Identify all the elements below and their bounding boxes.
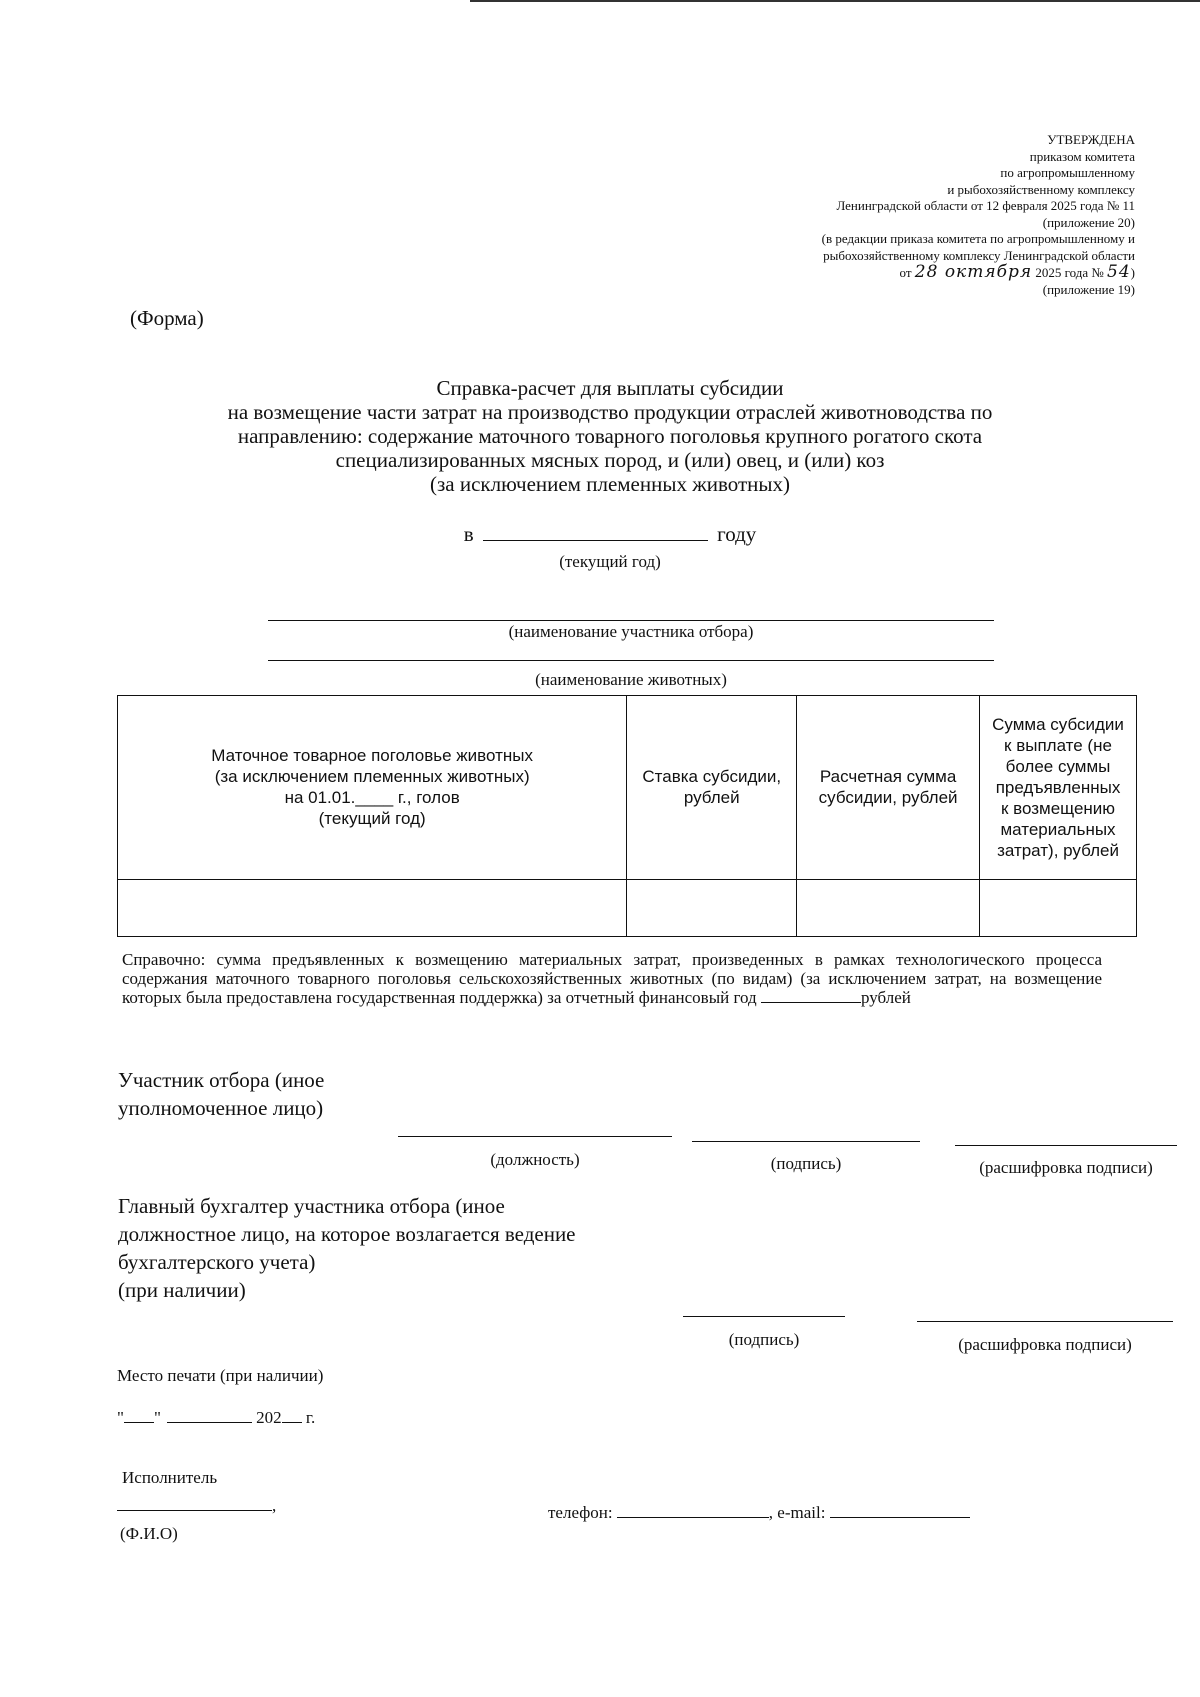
table-row — [118, 879, 1137, 936]
header-rate — [627, 696, 797, 880]
date-month-blank[interactable] — [167, 1410, 252, 1423]
email-label: , e-mail: — [768, 1503, 826, 1522]
accountant-decoding-line[interactable] — [917, 1321, 1173, 1322]
note-amount-blank[interactable] — [761, 988, 861, 1003]
approval-line: (приложение 19) — [1042, 281, 1135, 297]
date-year-blank[interactable] — [282, 1410, 302, 1423]
participant-position-line[interactable] — [398, 1136, 672, 1137]
participant-name-line[interactable] — [268, 620, 994, 621]
approval-line: (в редакции приказа комитета по агропромышленному и — [821, 231, 1135, 246]
subsidy-table — [117, 695, 1137, 937]
header-calculated-sum — [797, 696, 980, 880]
note-text: Справочно: сумма предъявленных к возмещению материальных затрат, произведенных в рамках технологического процесса содержания маточного товарного поголовья сельскохозяйственных животных (по видам) (за исключением затрат, на возмещение которых была предоставлена государственная поддержка) за отчетный финансовый год — [122, 950, 1102, 1007]
title-line: специализированных мясных пород, и (или) овец, и (или) коз — [335, 448, 885, 472]
date-quote: " — [153, 1408, 161, 1427]
header-text: Сумма субсидии — [992, 714, 1124, 734]
table-cell-payable-sum[interactable] — [980, 879, 1137, 936]
participant-decoding-caption: (расшифровка подписи) — [979, 1158, 1153, 1177]
approval-line: (приложение 20) — [1042, 214, 1135, 230]
stamp-label: Место печати (при наличии) — [117, 1366, 324, 1385]
header-text: (текущий год) — [318, 809, 426, 829]
title-line: (за исключением племенных животных) — [430, 472, 790, 496]
form-label: (Форма) — [130, 306, 204, 330]
accountant-signature-caption: (подпись) — [728, 1330, 800, 1349]
table-cell-rate[interactable] — [627, 879, 797, 936]
approval-year-label: 2025 года № — [1035, 265, 1104, 280]
year-blank[interactable] — [483, 522, 708, 541]
executor-contacts — [548, 1503, 970, 1523]
header-text: к выплате (не — [1004, 735, 1112, 755]
header-text: Расчетная сумма — [819, 767, 957, 787]
email-blank[interactable] — [830, 1503, 970, 1518]
date-year-prefix: 202 — [256, 1408, 282, 1427]
approval-line: рыбохозяйственному комплексу Ленинградской области — [823, 247, 1135, 263]
date-quote: " — [117, 1408, 124, 1427]
header-text: рублей — [683, 788, 740, 808]
date-field — [117, 1408, 315, 1428]
animals-name-caption: (наименование животных) — [535, 670, 727, 689]
approval-line: и рыбохозяйственному комплексу — [947, 181, 1135, 197]
block-title-line: уполномоченное лицо) — [118, 1096, 324, 1120]
year-caption: (текущий год) — [559, 552, 661, 571]
executor-fio-field — [117, 1496, 276, 1516]
header-payable-sum — [980, 696, 1137, 880]
participant-name-caption: (наименование участника отбора) — [508, 622, 754, 641]
approval-line: Ленинградской области от 12 февраля 2025 года № 11 — [836, 198, 1135, 213]
header-text: затрат), рублей — [997, 840, 1119, 860]
participant-decoding-line[interactable] — [955, 1145, 1177, 1146]
year-field — [150, 522, 1070, 547]
block-title-line: Главный бухгалтер участника отбора (иное — [118, 1194, 505, 1218]
phone-label: телефон: — [548, 1503, 613, 1522]
approval-line: УТВЕРЖДЕНА — [1047, 132, 1135, 147]
page-top-border — [470, 0, 1200, 2]
year-suffix: году — [717, 522, 757, 546]
block-title-line: должностное лицо, на которое возлагается ведение — [118, 1222, 576, 1246]
approval-line: по агропромышленному — [1000, 165, 1135, 180]
handwritten-number: 54 — [1107, 262, 1131, 282]
header-text: к возмещению — [1000, 798, 1116, 818]
approval-amendment-line — [615, 264, 1135, 282]
executor-fio-blank[interactable] — [117, 1496, 272, 1511]
approval-close-paren: ) — [1130, 265, 1135, 280]
participant-block-title — [118, 1066, 324, 1122]
approval-line: приказом комитета — [1029, 148, 1135, 164]
approval-from-label: от — [899, 265, 912, 280]
header-text: материальных — [1000, 819, 1116, 839]
title-line: Справка-расчет для выплаты субсидии — [436, 376, 784, 400]
block-title-line: Участник отбора (иное — [118, 1068, 325, 1092]
accountant-signature-line[interactable] — [683, 1316, 845, 1317]
header-text: Ставка субсидии, — [642, 767, 782, 787]
date-day-blank[interactable] — [124, 1410, 154, 1423]
title-line: направлению: содержание маточного товарного поголовья крупного рогатого скота — [237, 424, 983, 448]
header-text: (за исключением племенных животных) — [214, 767, 530, 787]
table-header-row — [118, 696, 1137, 880]
note-suffix: рублей — [860, 988, 911, 1007]
header-text: более суммы — [1005, 756, 1111, 776]
table-cell-livestock[interactable] — [118, 879, 627, 936]
block-title-line: бухгалтерского учета) — [118, 1250, 316, 1274]
handwritten-date: 28 октября — [914, 262, 1033, 282]
accountant-decoding-caption: (расшифровка подписи) — [958, 1335, 1132, 1354]
participant-signature-line[interactable] — [692, 1141, 920, 1142]
accountant-block-title — [118, 1192, 576, 1304]
document-title — [150, 376, 1070, 496]
executor-comma: , — [272, 1496, 277, 1515]
participant-position-caption: (должность) — [490, 1150, 580, 1169]
header-text: субсидии, рублей — [818, 788, 958, 808]
executor-title: Исполнитель — [122, 1468, 218, 1487]
participant-signature-caption: (подпись) — [770, 1154, 842, 1173]
reference-note — [122, 950, 1102, 1007]
header-livestock — [118, 696, 627, 880]
phone-blank[interactable] — [617, 1503, 769, 1518]
year-prefix: в — [463, 522, 474, 546]
executor-fio-caption: (Ф.И.О) — [120, 1524, 178, 1543]
block-title-line: (при наличии) — [118, 1278, 246, 1302]
date-year-suffix: г. — [305, 1408, 316, 1427]
title-line: на возмещение части затрат на производство продукции отраслей животноводства по — [227, 400, 993, 424]
header-text: Маточное товарное поголовье животных — [211, 746, 533, 766]
header-text: предъявленных — [995, 777, 1121, 797]
header-text: на 01.01.____ г., голов — [284, 788, 460, 808]
table-cell-calculated-sum[interactable] — [797, 879, 980, 936]
approval-stamp — [615, 132, 1135, 298]
animals-name-line[interactable] — [268, 660, 994, 661]
